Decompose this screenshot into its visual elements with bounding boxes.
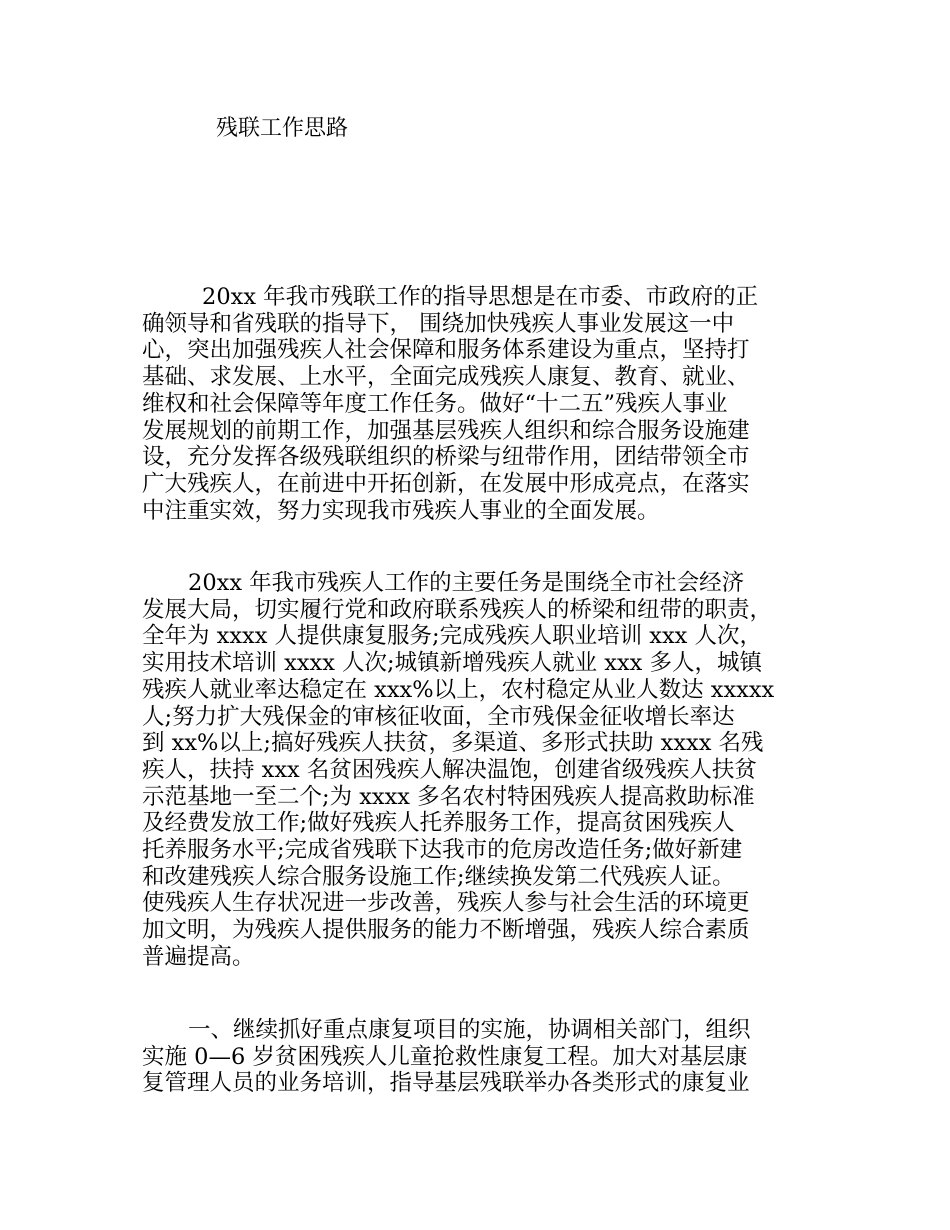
document-title: 残联工作思路	[216, 116, 349, 141]
paragraph-line: 基础、求发展、上水平，全面完成残疾人康复、教育、就业、	[142, 364, 750, 391]
paragraph-line: 实施 0—6 岁贫困残疾人儿童抢救性康复工程。加大对基层康	[142, 1043, 748, 1070]
paragraph-line: 复管理人员的业务培训，指导基层残联举办各类形式的康复业	[142, 1070, 750, 1097]
paragraph-rehabilitation	[142, 1017, 842, 1097]
paragraph-line: 和改建残疾人综合服务设施工作;继续换发第二代残疾人证。	[142, 863, 735, 890]
paragraph-line: 设，充分发挥各级残联组织的桥梁与纽带作用，团结带领全市	[142, 444, 750, 471]
paragraph-line: 发展规划的前期工作，加强基层残疾人组织和综合服务设施建	[142, 417, 750, 444]
paragraph-line: 及经费发放工作;做好残疾人托养服务工作，提高贫困残疾人	[142, 810, 735, 837]
paragraph-line: 心，突出加强残疾人社会保障和服务体系建设为重点，坚持打	[142, 337, 750, 364]
paragraph-line: 残疾人就业率达稳定在 xxx%以上，农村稳定从业人数达 xxxxx	[142, 676, 775, 703]
paragraph-line: 托养服务水平;完成省残联下达我市的危房改造任务;做好新建	[142, 837, 743, 864]
paragraph-line: 中注重实效，努力实现我市残疾人事业的全面发展。	[142, 497, 660, 524]
paragraph-line: 发展大局，切实履行党和政府联系残疾人的桥梁和纽带的职责，	[142, 596, 773, 623]
paragraph-line: 人;努力扩大残保金的审核征收面，全市残保金征收增长率达	[142, 703, 735, 730]
paragraph-line: 普遍提高。	[142, 943, 255, 970]
paragraph-line: 到 xx%以上;搞好残疾人扶贫，多渠道、多形式扶助 xxxx 名残	[142, 730, 764, 757]
paragraph-line: 加文明，为残疾人提供服务的能力不断增强，残疾人综合素质	[142, 917, 750, 944]
paragraph-line: 全年为 xxxx 人提供康复服务;完成残疾人职业培训 xxx 人次，	[142, 623, 763, 650]
paragraph-line: 20xx 年我市残联工作的指导思想是在市委、市政府的正	[202, 284, 759, 310]
paragraph-line: 20xx 年我市残疾人工作的主要任务是围绕全市社会经济	[188, 570, 745, 596]
paragraph-line: 实用技术培训 xxxx 人次;城镇新增残疾人就业 xxx 多人，城镇	[142, 650, 763, 677]
paragraph-guiding-ideology	[142, 284, 842, 524]
paragraph-main-tasks	[142, 570, 842, 971]
paragraph-line: 一、继续抓好重点康复项目的实施，协调相关部门，组织	[188, 1017, 751, 1043]
paragraph-line: 广大残疾人，在前进中开拓创新，在发展中形成亮点，在落实	[142, 470, 750, 497]
paragraph-line: 维权和社会保障等年度工作任务。做好“十二五”残疾人事业	[142, 390, 728, 417]
paragraph-line: 示范基地一至二个;为 xxxx 多名农村特困残疾人提高救助标准	[142, 783, 755, 810]
paragraph-line: 疾人，扶持 xxx 名贫困残疾人解决温饱，创建省级残疾人扶贫	[142, 756, 757, 783]
paragraph-line: 使残疾人生存状况进一步改善，残疾人参与社会生活的环境更	[142, 890, 750, 917]
paragraph-line: 确领导和省残联的指导下， 围绕加快残疾人事业发展这一中	[142, 310, 735, 337]
